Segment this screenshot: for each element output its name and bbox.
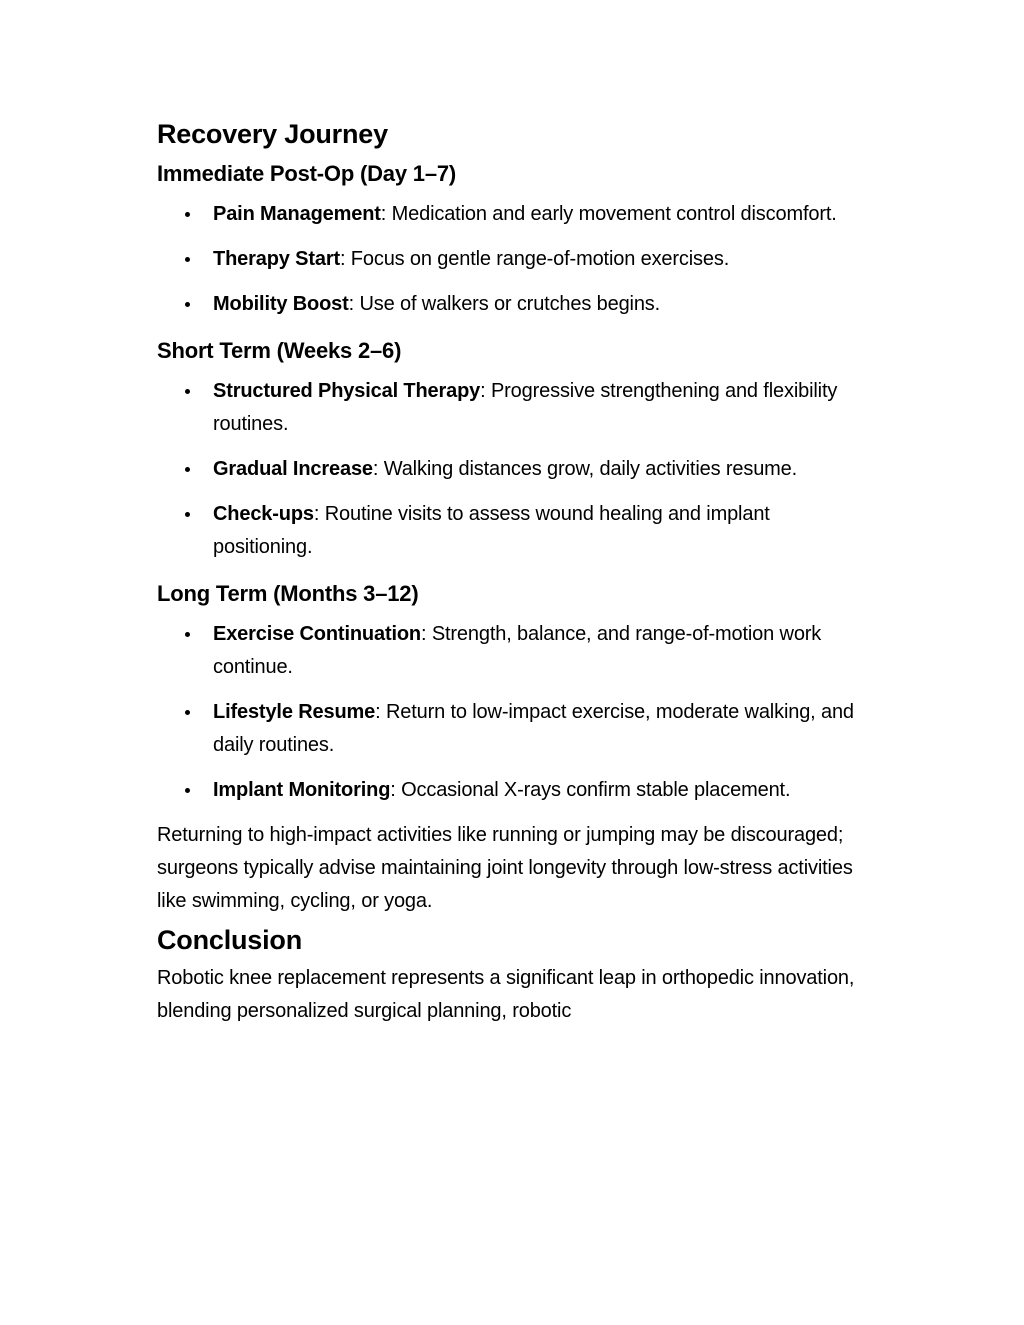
subsection-title-long-term: Long Term (Months 3–12) <box>157 581 419 606</box>
list-item <box>157 198 867 231</box>
list-item-text: : Return to low-impact exercise, moderate walking, and daily routines. <box>213 701 854 756</box>
list-item-term: Therapy Start <box>213 248 340 270</box>
bullet-icon <box>185 302 190 307</box>
list-item-text: : Progressive strengthening and flexibility routines. <box>213 380 838 435</box>
list-item-text: : Strength, balance, and range-of-motion work continue. <box>213 623 822 678</box>
list-item <box>157 453 867 486</box>
subsection-title-immediate: Immediate Post-Op (Day 1–7) <box>157 161 457 186</box>
bullet-icon <box>185 632 190 637</box>
list-item-term: Exercise Continuation <box>213 623 422 645</box>
subsection-title-short-term: Short Term (Weeks 2–6) <box>157 338 402 363</box>
bullet-icon <box>185 257 190 262</box>
section-title-recovery: Recovery Journey <box>157 119 388 149</box>
list-item <box>157 618 867 684</box>
recovery-closing-paragraph: Returning to high-impact activities like running or jumping may be discouraged; surgeons typically advise maintaining joint longevity through low-stress activities like swimming, cycling, or yoga. <box>157 824 853 912</box>
long-term-bullet-list <box>157 618 867 807</box>
list-item <box>157 243 867 276</box>
list-item-text: : Walking distances grow, daily activities resume. <box>372 458 798 480</box>
list-item-term: Gradual Increase <box>213 458 373 480</box>
list-item-text: : Medication and early movement control discomfort. <box>380 203 837 225</box>
list-item-term: Pain Management <box>213 203 381 225</box>
conclusion-paragraph: Robotic knee replacement represents a significant leap in orthopedic innovation, blending personalized surgical planning, robotic <box>157 967 855 1022</box>
list-item-term: Structured Physical Therapy <box>213 380 481 402</box>
bullet-icon <box>185 212 190 217</box>
document-page <box>157 112 867 1028</box>
bullet-icon <box>185 467 190 472</box>
short-term-bullet-list <box>157 375 867 564</box>
list-item <box>157 288 867 321</box>
list-item-term: Implant Monitoring <box>213 779 391 801</box>
list-item-term: Check-ups <box>213 503 314 525</box>
bullet-icon <box>185 788 190 793</box>
list-item <box>157 375 867 441</box>
list-item-term: Lifestyle Resume <box>213 701 376 723</box>
list-item <box>157 696 867 762</box>
list-item-text: : Occasional X-rays confirm stable placement. <box>390 779 791 801</box>
list-item-term: Mobility Boost <box>213 293 349 315</box>
section-title-conclusion: Conclusion <box>157 925 302 955</box>
list-item <box>157 498 867 564</box>
bullet-icon <box>185 389 190 394</box>
bullet-icon <box>185 710 190 715</box>
immediate-bullet-list <box>157 198 867 321</box>
list-item-text: : Use of walkers or crutches begins. <box>348 293 661 315</box>
list-item-text: : Focus on gentle range-of-motion exercises. <box>339 248 730 270</box>
bullet-icon <box>185 512 190 517</box>
list-item <box>157 774 867 807</box>
list-item-text: : Routine visits to assess wound healing and implant positioning. <box>213 503 770 558</box>
